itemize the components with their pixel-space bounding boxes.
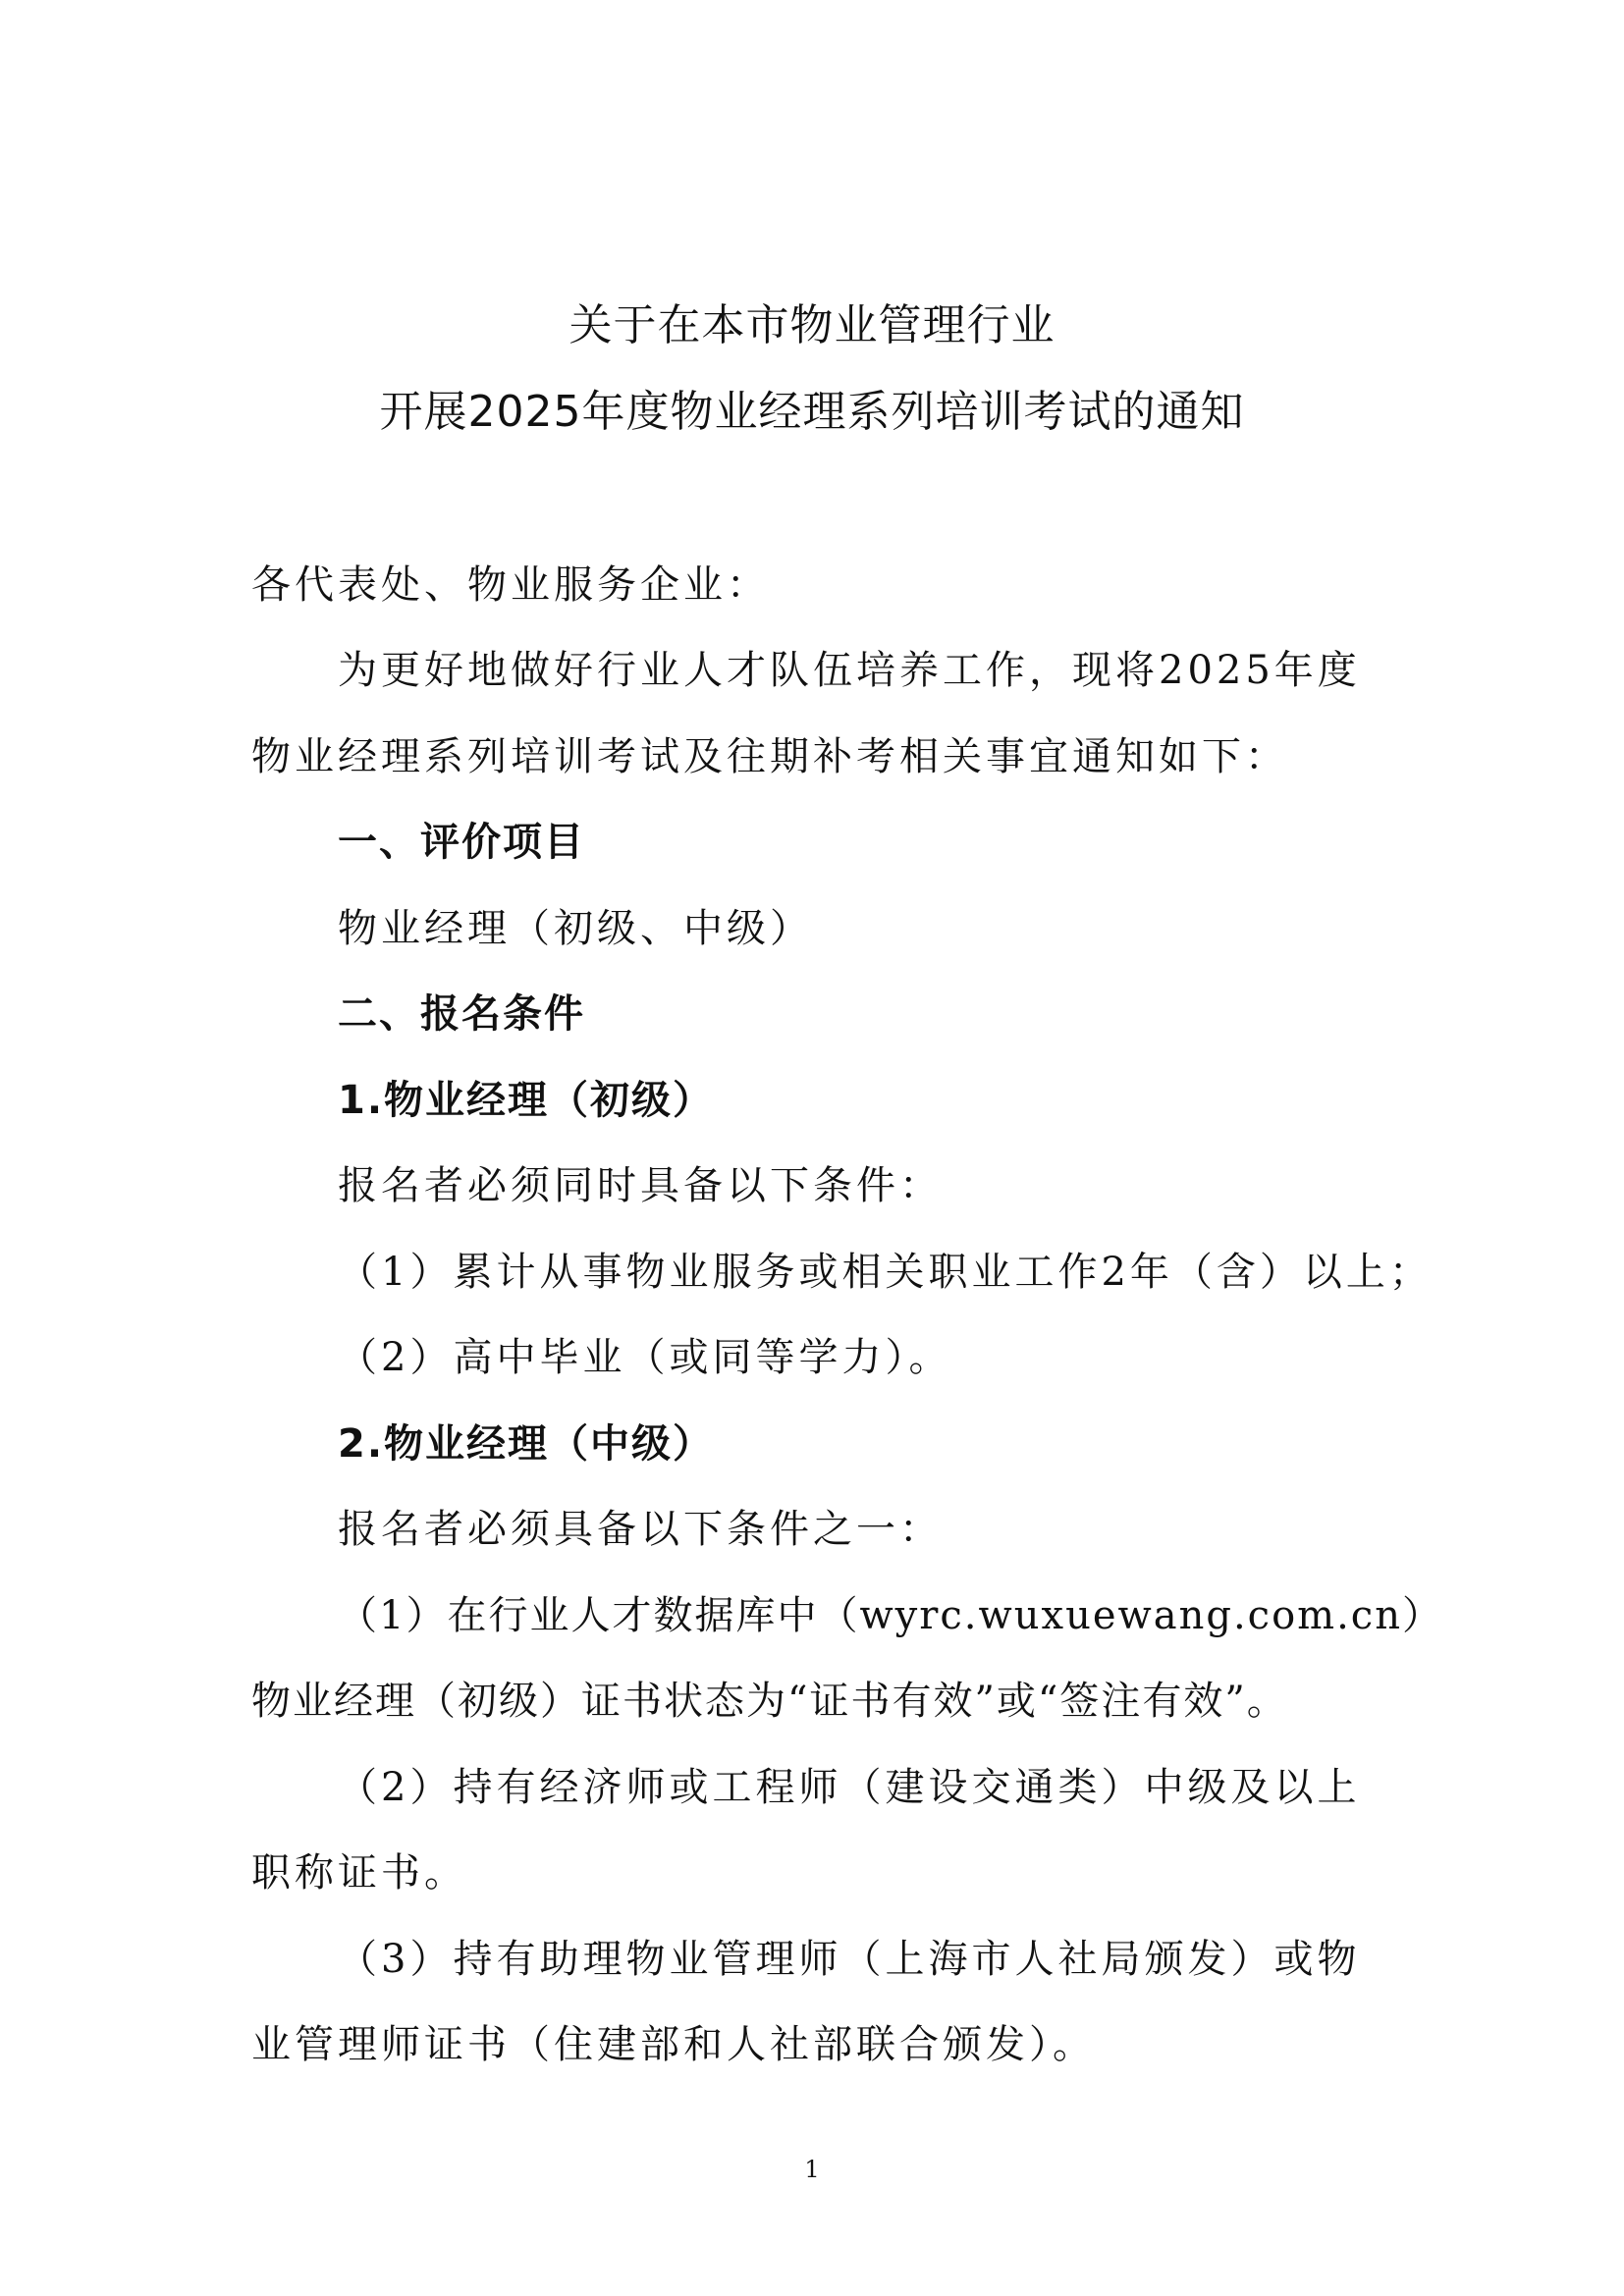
sub-1-lead: 报名者必须同时具备以下条件：: [338, 1163, 943, 1208]
sub-2-heading: 2.物业经理（中级）: [338, 1421, 715, 1467]
sub-2-item-1-line-1: （1）在行业人才数据库中（wyrc.wuxuewang.com.cn）: [338, 1593, 1443, 1638]
sub-1-item-2: （2）高中毕业（或同等学力）。: [338, 1335, 952, 1380]
sub-1-heading: 1.物业经理（初级）: [338, 1078, 715, 1123]
sub-2-item-3-line-1: （3）持有助理物业管理师（上海市人社局颁发）或物: [338, 1937, 1361, 1982]
sub-2-lead: 报名者必须具备以下条件之一：: [338, 1507, 943, 1552]
section-1-heading: 一、评价项目: [338, 820, 585, 865]
title-line-1: 关于在本市物业管理行业: [568, 300, 1056, 350]
intro-line-1: 为更好地做好行业人才队伍培养工作，现将2025年度: [338, 648, 1361, 693]
sub-2-item-2-line-2: 职称证书。: [251, 1850, 467, 1896]
sub-2-item-3-line-2: 业管理师证书（住建部和人社部联合颁发）。: [251, 2022, 1096, 2067]
page-number: 1: [804, 2156, 820, 2183]
title-line-2: 开展2025年度物业经理系列培训考试的通知: [379, 387, 1245, 437]
section-2-heading: 二、报名条件: [338, 991, 585, 1037]
section-1-content: 物业经理（初级、中级）: [338, 906, 813, 951]
sub-2-item-2-line-1: （2）持有经济师或工程师（建设交通类）中级及以上: [338, 1765, 1361, 1810]
salutation: 各代表处、物业服务企业：: [251, 562, 770, 608]
intro-line-2: 物业经理系列培训考试及往期补考相关事宜通知如下：: [251, 734, 1288, 779]
sub-1-item-1: （1）累计从事物业服务或相关职业工作2年（含）以上；: [338, 1250, 1433, 1295]
sub-2-item-1-line-2: 物业经理（初级）证书状态为“证书有效”或“签注有效”。: [251, 1679, 1288, 1724]
